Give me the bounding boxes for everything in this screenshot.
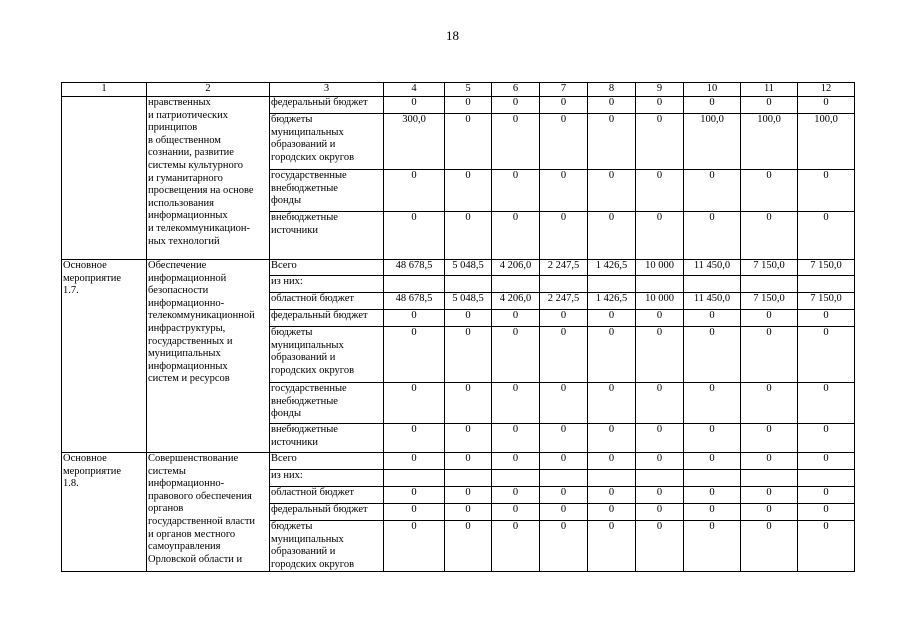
header-row	[62, 83, 855, 97]
funding-source-cell: бюджеты муниципальных образований и городских округов	[270, 114, 384, 170]
value-cell: 0	[741, 521, 798, 572]
table-row	[62, 97, 855, 114]
value-cell: 0	[540, 383, 588, 424]
value-cell: 0	[636, 327, 684, 383]
value-cell: 0	[384, 97, 445, 114]
value-cell	[384, 470, 445, 487]
value-cell: 0	[684, 383, 741, 424]
value-cell	[684, 276, 741, 293]
value-cell: 0	[684, 424, 741, 453]
value-cell: 0	[492, 487, 540, 504]
value-cell: 0	[445, 310, 492, 327]
value-cell	[741, 276, 798, 293]
value-cell: 10 000	[636, 260, 684, 276]
value-cell: 0	[588, 453, 636, 470]
value-cell: 0	[588, 383, 636, 424]
value-cell: 0	[540, 212, 588, 260]
value-cell: 0	[492, 327, 540, 383]
value-cell: 0	[540, 521, 588, 572]
value-cell: 0	[741, 487, 798, 504]
value-cell: 300,0	[384, 114, 445, 170]
value-cell: 5 048,5	[445, 293, 492, 310]
value-cell: 0	[492, 170, 540, 212]
value-cell: 0	[588, 487, 636, 504]
value-cell: 0	[445, 487, 492, 504]
value-cell: 5 048,5	[445, 260, 492, 276]
value-cell: 7 150,0	[798, 260, 855, 276]
value-cell: 0	[636, 487, 684, 504]
value-cell: 0	[445, 521, 492, 572]
value-cell: 4 206,0	[492, 293, 540, 310]
value-cell: 0	[445, 97, 492, 114]
column-header: 7	[540, 83, 588, 97]
value-cell: 0	[588, 521, 636, 572]
value-cell: 1 426,5	[588, 293, 636, 310]
value-cell: 48 678,5	[384, 293, 445, 310]
value-cell: 0	[492, 383, 540, 424]
value-cell: 0	[384, 453, 445, 470]
value-cell: 0	[588, 310, 636, 327]
value-cell: 0	[741, 424, 798, 453]
column-header: 5	[445, 83, 492, 97]
value-cell: 0	[445, 453, 492, 470]
value-cell: 0	[492, 114, 540, 170]
value-cell: 0	[540, 453, 588, 470]
value-cell: 0	[384, 212, 445, 260]
column-header: 6	[492, 83, 540, 97]
value-cell: 0	[384, 170, 445, 212]
column-header: 11	[741, 83, 798, 97]
page-number: 18	[446, 28, 459, 43]
value-cell: 0	[684, 310, 741, 327]
value-cell: 0	[492, 521, 540, 572]
value-cell: 0	[684, 170, 741, 212]
value-cell: 0	[445, 170, 492, 212]
value-cell: 0	[741, 97, 798, 114]
funding-source-cell: федеральный бюджет	[270, 97, 384, 114]
value-cell: 0	[684, 453, 741, 470]
value-cell: 0	[588, 424, 636, 453]
funding-source-cell: из них:	[270, 276, 384, 293]
funding-source-cell: государственные внебюджетные фонды	[270, 170, 384, 212]
value-cell: 0	[540, 327, 588, 383]
column-header: 4	[384, 83, 445, 97]
value-cell: 0	[684, 212, 741, 260]
value-cell: 0	[384, 487, 445, 504]
value-cell: 0	[684, 487, 741, 504]
value-cell: 0	[588, 170, 636, 212]
value-cell: 4 206,0	[492, 260, 540, 276]
value-cell	[445, 276, 492, 293]
value-cell: 0	[636, 114, 684, 170]
value-cell: 0	[492, 212, 540, 260]
value-cell	[636, 470, 684, 487]
value-cell: 0	[741, 170, 798, 212]
value-cell: 7 150,0	[741, 260, 798, 276]
value-cell	[588, 470, 636, 487]
value-cell: 0	[636, 97, 684, 114]
value-cell: 0	[798, 310, 855, 327]
value-cell: 0	[684, 521, 741, 572]
value-cell: 0	[636, 424, 684, 453]
value-cell: 0	[588, 114, 636, 170]
value-cell: 0	[636, 310, 684, 327]
value-cell: 0	[636, 383, 684, 424]
value-cell	[636, 276, 684, 293]
column-header: 12	[798, 83, 855, 97]
value-cell: 0	[540, 114, 588, 170]
value-cell	[540, 276, 588, 293]
value-cell: 0	[540, 97, 588, 114]
funding-source-cell: Всего	[270, 453, 384, 470]
value-cell: 0	[540, 504, 588, 521]
funding-source-cell: внебюджетные источники	[270, 212, 384, 260]
value-cell: 0	[741, 383, 798, 424]
value-cell: 0	[798, 383, 855, 424]
value-cell: 0	[492, 424, 540, 453]
value-cell: 0	[636, 170, 684, 212]
value-cell: 0	[741, 212, 798, 260]
value-cell: 7 150,0	[741, 293, 798, 310]
funding-source-cell: областной бюджет	[270, 487, 384, 504]
value-cell: 0	[492, 310, 540, 327]
value-cell: 1 426,5	[588, 260, 636, 276]
value-cell: 0	[588, 504, 636, 521]
value-cell: 0	[540, 424, 588, 453]
value-cell: 0	[684, 327, 741, 383]
value-cell: 0	[492, 453, 540, 470]
event-cell: Основное мероприятие 1.8.	[62, 453, 147, 572]
value-cell: 0	[384, 504, 445, 521]
funding-source-cell: Всего	[270, 260, 384, 276]
column-header: 3	[270, 83, 384, 97]
value-cell: 0	[445, 504, 492, 521]
value-cell: 0	[588, 212, 636, 260]
column-header: 8	[588, 83, 636, 97]
funding-source-cell: из них:	[270, 470, 384, 487]
value-cell: 2 247,5	[540, 293, 588, 310]
value-cell: 0	[445, 383, 492, 424]
measure-cell: Совершенствование системы информационно- правового обеспечения органов государственной власти и органов местного самоуправления Орловской области и	[147, 453, 270, 572]
value-cell	[384, 276, 445, 293]
value-cell: 0	[540, 487, 588, 504]
column-header: 10	[684, 83, 741, 97]
value-cell: 0	[540, 310, 588, 327]
value-cell: 0	[741, 327, 798, 383]
funding-source-cell: государственные внебюджетные фонды	[270, 383, 384, 424]
value-cell: 0	[798, 504, 855, 521]
value-cell	[540, 470, 588, 487]
value-cell: 0	[492, 504, 540, 521]
funding-source-cell: бюджеты муниципальных образований и городских округов	[270, 521, 384, 572]
value-cell: 0	[384, 424, 445, 453]
value-cell: 100,0	[798, 114, 855, 170]
measure-cell: нравственных и патриотических принципов в общественном сознании, развитие системы культурного и гуманитарного просвещения на основе использования информационных и телекоммуникацион- ных технологий	[147, 97, 270, 260]
funding-source-cell: бюджеты муниципальных образований и городских округов	[270, 327, 384, 383]
value-cell: 11 450,0	[684, 260, 741, 276]
funding-source-cell: федеральный бюджет	[270, 504, 384, 521]
funding-source-cell: внебюджетные источники	[270, 424, 384, 453]
column-header: 1	[62, 83, 147, 97]
value-cell	[588, 276, 636, 293]
value-cell: 0	[445, 327, 492, 383]
value-cell: 11 450,0	[684, 293, 741, 310]
value-cell	[492, 470, 540, 487]
value-cell: 0	[445, 424, 492, 453]
value-cell: 0	[741, 310, 798, 327]
value-cell: 0	[798, 327, 855, 383]
value-cell: 0	[798, 212, 855, 260]
event-cell: Основное мероприятие 1.7.	[62, 260, 147, 453]
event-cell	[62, 97, 147, 260]
value-cell: 0	[588, 97, 636, 114]
value-cell: 0	[636, 504, 684, 521]
value-cell: 0	[798, 521, 855, 572]
value-cell: 0	[445, 212, 492, 260]
value-cell: 0	[445, 114, 492, 170]
value-cell: 0	[798, 170, 855, 212]
value-cell	[445, 470, 492, 487]
value-cell: 0	[636, 453, 684, 470]
value-cell: 2 247,5	[540, 260, 588, 276]
value-cell	[798, 470, 855, 487]
column-header: 9	[636, 83, 684, 97]
value-cell: 0	[636, 212, 684, 260]
value-cell: 0	[540, 170, 588, 212]
table-row	[62, 453, 855, 470]
value-cell	[798, 276, 855, 293]
value-cell: 0	[684, 504, 741, 521]
value-cell: 48 678,5	[384, 260, 445, 276]
value-cell: 0	[588, 327, 636, 383]
value-cell: 0	[384, 521, 445, 572]
value-cell: 0	[798, 487, 855, 504]
value-cell: 100,0	[741, 114, 798, 170]
value-cell: 0	[636, 521, 684, 572]
value-cell: 10 000	[636, 293, 684, 310]
value-cell: 0	[798, 424, 855, 453]
value-cell: 100,0	[684, 114, 741, 170]
column-header: 2	[147, 83, 270, 97]
funding-source-cell: областной бюджет	[270, 293, 384, 310]
value-cell: 0	[741, 504, 798, 521]
table-row	[62, 260, 855, 276]
funding-source-cell: федеральный бюджет	[270, 310, 384, 327]
value-cell: 0	[798, 453, 855, 470]
budget-table	[61, 82, 855, 572]
value-cell: 0	[384, 327, 445, 383]
value-cell: 0	[798, 97, 855, 114]
value-cell: 0	[741, 453, 798, 470]
value-cell: 0	[384, 383, 445, 424]
measure-cell: Обеспечение информационной безопасности информационно- телекоммуникационной инфраструктуры, государственных и муниципальных информационных систем и ресурсов	[147, 260, 270, 453]
value-cell: 7 150,0	[798, 293, 855, 310]
value-cell: 0	[384, 310, 445, 327]
value-cell: 0	[492, 97, 540, 114]
value-cell: 0	[684, 97, 741, 114]
value-cell	[741, 470, 798, 487]
value-cell	[492, 276, 540, 293]
value-cell	[684, 470, 741, 487]
